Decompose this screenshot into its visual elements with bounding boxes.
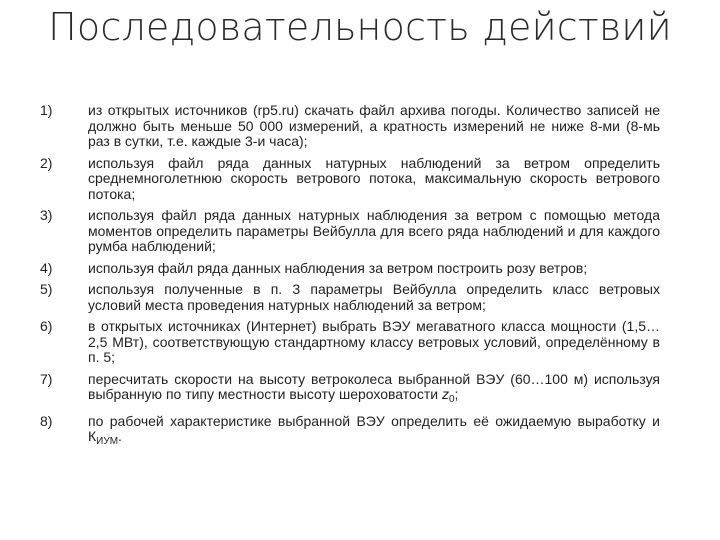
step-text: используя файл ряда данных натурных наблюдений за ветром определить среднемноголетнюю скорость ветрового потока, максимальную скорость ветрового потока; — [88, 154, 660, 202]
step-text: используя файл ряда данных наблюдения за ветром построить розу ветров; — [88, 259, 588, 276]
step-number: 6) — [40, 318, 53, 334]
step-number: 5) — [40, 281, 53, 297]
step-text: в открытых источниках (Интернет) выбрать ВЭУ мегаватного класса мощности (1,5…2,5 МВт), соответствующую стандартному классу ветровых условий, определённому в п. 5; — [88, 318, 660, 365]
step-text — [88, 414, 660, 450]
step-text — [88, 372, 660, 408]
step-text-end: . — [118, 428, 122, 444]
list-item — [40, 372, 660, 408]
step-number: 7) — [40, 370, 53, 387]
slide-title: Последовательность действий — [48, 5, 672, 49]
step-number: 3) — [40, 207, 53, 223]
list-item — [40, 103, 660, 150]
step-text: из открытых источников (rp5.ru) скачать файл архива погоды. Количество записей не должно быть меньше 50 000 измерений, а кратность измерений не ниже 8-ми (8-мь раз в сутки, т.е. каждые 3-и часа); — [88, 102, 660, 149]
list-item — [40, 156, 660, 203]
roughness-symbol: z — [441, 386, 449, 402]
list-item — [40, 208, 660, 255]
step-number: 2) — [40, 154, 53, 171]
step-number: 4) — [40, 259, 53, 276]
step-text-end: ; — [454, 386, 459, 402]
step-number: 8) — [40, 412, 53, 429]
list-item — [40, 261, 660, 277]
list-item — [40, 414, 660, 450]
roughness-subscript: 0 — [448, 394, 455, 405]
step-text: используя полученные в п. 3 параметры Вейбулла определить класс ветровых условий места проведения натурных наблюдений за ветром; — [88, 281, 660, 313]
list-item — [40, 282, 660, 313]
steps-list — [40, 103, 660, 456]
kium-subscript: ИУМ — [96, 436, 119, 447]
step-text-main: пересчитать скорости на высоту ветроколеса выбранной ВЭУ (60…100 м) используя выбранную по типу местности высоту шероховатости — [88, 370, 660, 402]
step-number: 1) — [40, 102, 53, 118]
step-text: используя файл ряда данных натурных наблюдения за ветром с помощью метода моментов определить параметры Вейбулла для всего ряда наблюдений и для каждого румба наблюдений; — [88, 207, 660, 254]
step-text-main: по рабочей характеристике выбранной ВЭУ определить её ожидаемую выработку и К — [88, 412, 660, 444]
list-item — [40, 319, 660, 366]
